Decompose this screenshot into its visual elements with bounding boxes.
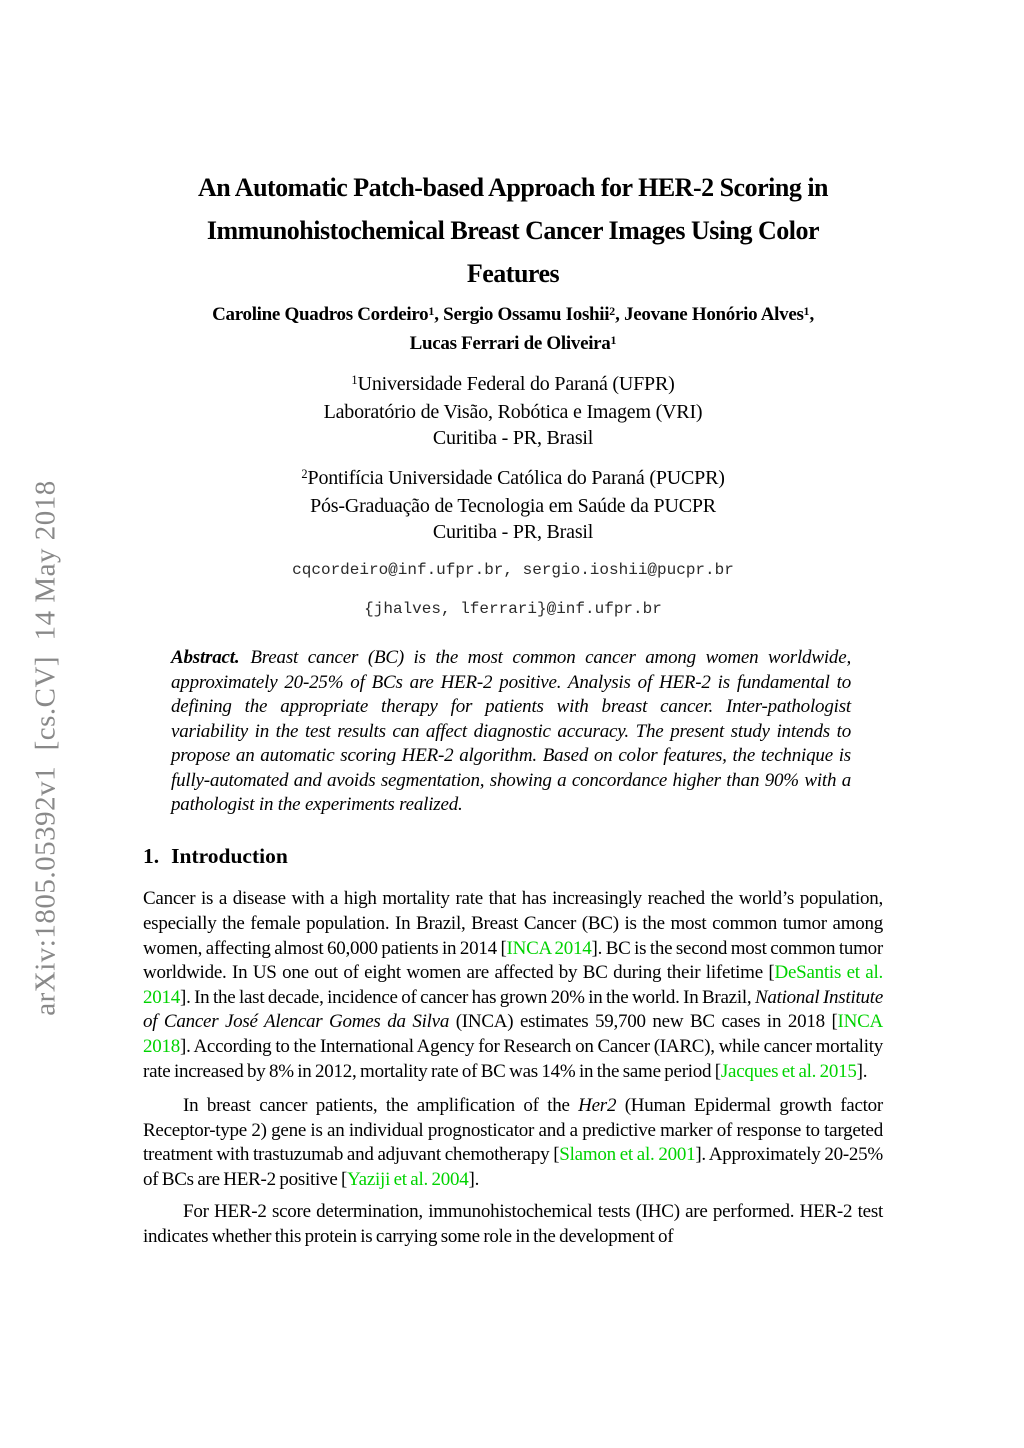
email-line-secondary: {jhalves, lferrari}@inf.ufpr.br	[364, 600, 662, 618]
text-segment: (INCA) estimates 59,700 new BC cases in 2018 [	[449, 1011, 838, 1033]
abstract-paragraph	[143, 646, 883, 818]
text-segment: Curitiba - PR, Brasil	[432, 521, 594, 543]
superscript-marker: 2	[301, 467, 308, 482]
author-list	[143, 301, 883, 359]
text-segment: Breast cancer (BC) is the most common cancer among women worldwide, approximately 20-25% of BCs are HER-2 positive. Analysis of HER-2 is fundamental to defining the appropriate therapy for patients with breast cancer. Inter-pathologist variability in the test results can affect diagnostic accuracy. The present study intends to propose an automatic scoring HER-2 algorithm. Based on color features, the technique is fully-automated and avoids segmentation, showing a concordance higher than 90% with a pathologist in the experiments realized.	[171, 647, 851, 815]
text-segment: Her2	[578, 1095, 617, 1117]
text-segment: In breast cancer patients, the amplification of the	[183, 1095, 579, 1117]
title-line: An Automatic Patch-based Approach for HER-2 Scoring in	[197, 173, 829, 202]
affiliation-ufpr	[143, 371, 883, 451]
intro-paragraph-1	[143, 887, 883, 1084]
text-segment: (Human Epidermal growth factor Receptor-type 2) gene is an individual prognosticator and a predictive marker of response to targeted treatment with trastuzumab and adjuvant chemotherapy [	[143, 1095, 883, 1166]
citation-link[interactable]: INCA 2014	[506, 937, 592, 959]
affiliation-pucpr	[143, 465, 883, 545]
text-segment: ]. In the last decade, incidence of cancer has grown 20% in the world. In Brazil,	[180, 986, 755, 1008]
author-line	[143, 330, 883, 359]
email-line-primary: cqcordeiro@inf.ufpr.br, sergio.ioshii@pucpr.br	[292, 561, 734, 579]
superscript-marker: 1	[351, 373, 358, 388]
section-title: Introduction	[171, 843, 288, 868]
text-segment: Pós-Graduação de Tecnologia em Saúde da PUCPR	[310, 495, 716, 517]
text-segment: National Institute of Cancer José Alencar Gomes da Silva	[143, 986, 883, 1033]
text-segment: Lucas Ferrari de Oliveira	[409, 333, 611, 354]
intro-paragraph-3	[143, 1200, 883, 1249]
text-segment: , Sergio Ossamu Ioshii	[434, 304, 610, 325]
text-segment: ].	[468, 1168, 480, 1190]
text-segment: , Jeovane Honório Alves	[615, 304, 804, 325]
text-segment: Cancer is a disease with a high mortality rate that has increasingly reached the world’s population, especially the female population. In Brazil, Breast Cancer (BC) is the most common tumor among women, affecting almost 60,000 patients in 2014 [	[143, 888, 883, 959]
paper-column	[143, 0, 883, 1250]
section-number: 1.	[143, 843, 160, 868]
text-segment: Pontifícia Universidade Católica do Paraná (PUCPR)	[307, 467, 725, 489]
citation-link[interactable]: Slamon et al. 2001	[559, 1144, 696, 1166]
text-segment: ,	[809, 304, 814, 325]
text-segment: ]. According to the International Agency for Research on Cancer (IARC), while cancer mortality rate increased by 8% in 2012, mortality rate of BC was 14% in the same period [	[143, 1035, 883, 1082]
superscript-marker: 1	[610, 333, 617, 347]
text-segment: Caroline Quadros Cordeiro	[212, 304, 429, 325]
citation-link[interactable]: Yaziji et al. 2004	[347, 1168, 469, 1190]
text-segment: For HER-2 score determination, immunohistochemical tests (IHC) are performed. HER-2 test indicates whether this protein is carrying some role in the development of	[143, 1201, 883, 1248]
citation-link[interactable]: Jacques et al. 2015	[720, 1060, 857, 1082]
affiliation-line	[143, 399, 883, 425]
title-line: Immunohistochemical Breast Cancer Images Using Color	[206, 216, 820, 245]
arxiv-watermark: arXiv:1805.05392v1 [cs.CV] 14 May 2018	[29, 480, 62, 1016]
text-segment: ]. Approximately 20-25% of BCs are HER-2 positive [	[143, 1144, 884, 1190]
text-segment: ].	[856, 1060, 868, 1082]
paper-title	[143, 166, 883, 295]
affiliation-line	[143, 493, 883, 519]
superscript-marker: 1	[428, 304, 435, 318]
affiliation-line	[143, 371, 883, 399]
intro-paragraph-2	[143, 1094, 883, 1192]
affiliation-line	[143, 425, 883, 451]
title-line: Features	[466, 259, 560, 288]
citation-link[interactable]: DeSantis et al. 2014	[143, 962, 884, 1008]
citation-link[interactable]: INCA 2018	[143, 1011, 883, 1057]
text-segment: ]. BC is the second most common tumor worldwide. In US one out of eight women are affected by BC during their lifetime [	[143, 937, 883, 984]
text-segment: Abstract.	[171, 647, 240, 668]
section-heading-introduction	[143, 842, 883, 870]
affiliation-line	[143, 519, 883, 545]
superscript-marker: 2	[609, 304, 616, 318]
superscript-marker: 1	[803, 304, 810, 318]
author-line	[143, 301, 883, 330]
text-segment: Laboratório de Visão, Robótica e Imagem (VRI)	[323, 401, 703, 423]
affiliation-line	[143, 465, 883, 493]
text-segment: Curitiba - PR, Brasil	[432, 427, 594, 449]
text-segment: Universidade Federal do Paraná (UFPR)	[357, 373, 675, 395]
